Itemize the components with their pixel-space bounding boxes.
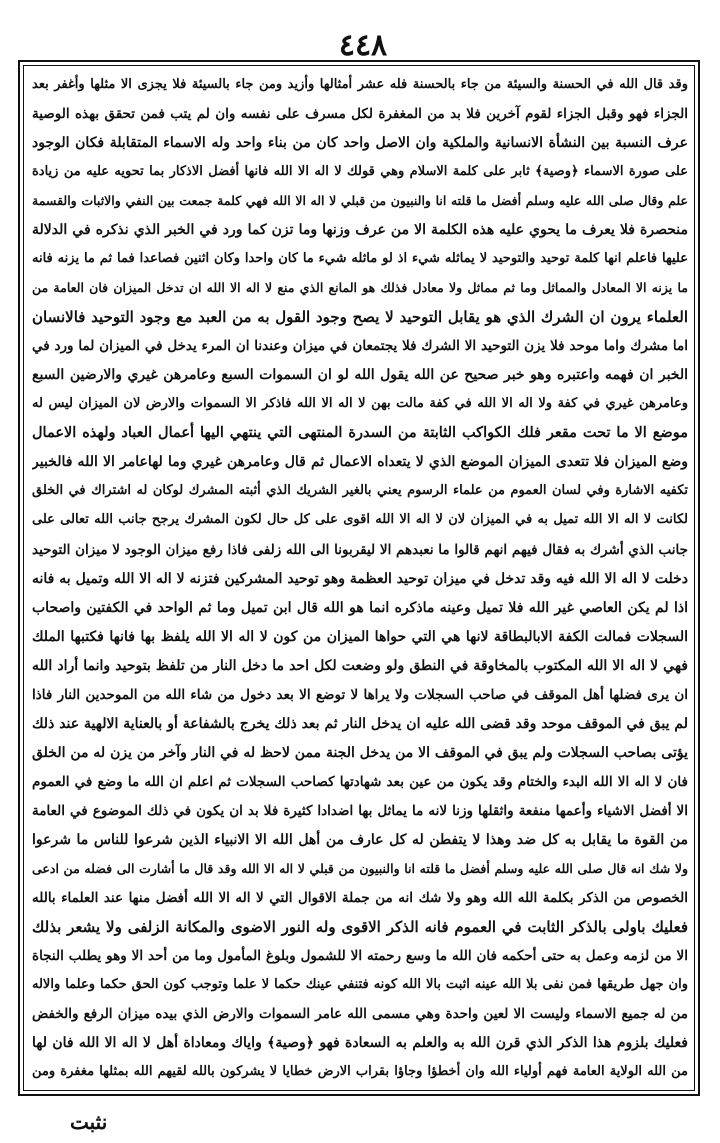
text-line: على صورة الاسماء ﴿وصية﴾ ثابر على كلمة الاسلام وهي قولك لا اله الا الله فانها أفضل الاذكار بما تحويه عليه من زيادة (32, 164, 688, 180)
text-line: الا من لزمه وعمل به حتى أحكمه فان الله ما وسع رحمته الا للشمول وبلوغ المأمول وما من أحد الا وهو يطلب النجاة (32, 947, 688, 964)
text-line: موضع الا ما تحت مقعر فلك الكواكب الثابتة من السدرة المنتهى التي ينتهي اليها أعمال العباد ولهذه الاعمال (32, 424, 688, 442)
text-line: الخبر ان فهمه واعتبره وهو خبر صحيح عن الله يقول الله لو ان السموات السبع وعامرهن غيري والارضين السبع (32, 367, 688, 384)
text-line: يؤتى بصاحب السجلات ولم يبق في الموقف الا من يدخل الجنة ممن لاحظ له في النار وآخر من يزن له من الخلق (32, 744, 688, 761)
text-line: الخصوص من الذكر بكلمة الله الله وهو ولا شك انه من جملة الاقوال التي لا اله الا الله أفضل منها عند العلماء بالله (32, 889, 688, 906)
text-line: فهي لا اله الا الله المكتوب بالمخاوقة في النطق ولو وضعت لكل احد ما دخل النار من تلفظ بتوحيد وانما أراد الله (32, 657, 688, 674)
text-line: وان جهل طريقها فمن نفى بلا الله عينه اثبت بالا الله كونه فتنفي عينك حكما لا علما وتوجب كون الحق حكما وعلما والاله (32, 976, 688, 992)
text-line: الا أفضل الاشياء وأعمها منفعة واثقلها وزنا لانه ما يماثل بها اضدادا كثيرة فلا بد ان يكون في ذلك الموضوع في العامة (32, 802, 688, 819)
text-line: فعليك بلزوم هذا الذكر الذي قرن الله به والعلم به السعادة فهو ﴿وصية﴾ واياك ومعاداة أهل لا اله الا الله فان لها (32, 1035, 688, 1052)
text-line: دخلت لا اله الا الله فيه وقد تدخل في ميزان توحيد العظمة وهو توحيد المشركين فتزنه لا اله الا الله وتميل به فانه (32, 570, 688, 587)
text-line: ولا شك انه قال صلى الله عليه وسلم أفضل ما قلته انا والنبيون من قبلي لا اله الا الله وقد قال ما أشارت الى فضله من ادعى (32, 860, 688, 876)
text-line: اما مشرك واما موحد فلا يزن التوحيد الا الشرك فلا يجتمعان في ميزان وعندنا ان المرء يدخل في الميزان لما ورد في (32, 338, 688, 355)
text-line: جانب الذي أشرك به فقال فيهم انهم قالوا ما نعبدهم الا ليقربونا الى الله زلفى فاذا رفع ميزان الوجود لا ميزان التوحيد (32, 541, 688, 558)
catchword: نثبت (70, 1110, 108, 1134)
text-line: ما يزنه الا المعادل والمماثل وما ثم مماثل ولا معادل فذلك هو المانع الذي منع لا اله الا الله ان تدخل الميزان فان العامة من (32, 280, 688, 296)
text-line: العلماء يرون ان الشرك الذي هو يقابل التوحيد لا يصح وجود القول به من العبد مع وجود التوحيد فالانسان (32, 308, 688, 327)
text-line: اذا لم يكن العاصي غير الله فلا تميل وعينه ماذكره انما هو الله قال ابن تميل وما ثم الواحد في الكفتين واصحاب (32, 599, 688, 616)
text-line: من له جميع الاسماء وليست الا لعين واحدة وهي مسمى الله عامر السموات والارض الذي بيده ميزان الرفع والخفض (32, 1006, 688, 1022)
text-line: ان يرى فضلها أهل الموقف في صاحب السجلات ولا يراها لا توضع الا بعد دخول من شاء الله من الموحدين النار فاذا (32, 686, 688, 703)
text-line: عرف النسبة بين النشأة الانسانية والملكية وان الاصل واحد كان من بناء واحد وله الاسماء المتقابلة فكان الوجود (32, 135, 688, 152)
text-line: من القوة ما يقابل به كل ضد وهذا لا يتفطن له كل عارف من أهل الله الا الانبياء الذين شرعوا للناس ما شرعوا (32, 831, 688, 848)
text-line: وعامرهن غيري في كفة ولا اله الا الله في كفة مالت بهن لا اله الا الله فاذكر الا السموات والارض لان الميزان ليس له (32, 396, 688, 412)
text-line: تكفيه الاشارة وفي لسان العموم من علماء الرسوم يعني بالغير الشريك الذي أثبته المشرك لوكان له اشتراك في الخلق (32, 483, 688, 499)
text-line: لكانت لا اله الا الله تميل به في الميزان لان لا اله الا الله اقوى على كل حال لكون المشرك يرجح جانب الله تعالى على (32, 512, 688, 528)
text-line: وقد قال الله في الحسنة والسيئة من جاء بالحسنة فله عشر أمثالها وأزيد ومن جاء بالسيئة فلا يجزى الا مثلها وأغفر بعد (32, 77, 688, 92)
text-line: لم يبق في الموقف موحد وقد قضى الله عليه ان يدخل النار ثم بعد ذلك يخرج بالشفاعة أو بالعناية الالهية عند ذلك (32, 715, 688, 732)
text-line: علم وقال صلى الله عليه وسلم أفضل ما قلته انا والنبيون من قبلي لا اله الا الله فهي كلمة جمعت بين النفي والاثبات والقسمة (32, 193, 688, 209)
text-line: وضع الميزان فلا تتعدى الميزان الموضع الذي لا يتعداه الاعمال ثم قال وعامرهن غيري وما لهاعامر الا الله فالخبير (32, 454, 688, 471)
text-line: الجزاء فهو وقبل الجزاء لقوم آخرين فلا بد من المغفرة لكل مسرف على نفسه وان لم يتب فمن تحقق بهذه الوصية (32, 106, 688, 123)
text-line: فعليك باولى بالذكر الثابت في العموم فانه الذكر الاقوى وله النور الاضوى والمكانة الزلفى ولا يشعر بذلك (32, 917, 688, 936)
text-line: عليها فاعلم انها كلمة توحيد والتوحيد لا يماثله شيء اذ لو ماثله شيء ما كان واحدا وكان اثنين فصاعدا فما ثم ما يزنه فانه (32, 251, 688, 267)
text-line: منحصرة فلا يعرف ما يحوي عليه هذه الكلمة الا من عرف وزنها وما تزن كما ورد في الخبر الذي نذكره في الدلالة (32, 222, 688, 239)
text-line: من الله الولاية العامة فهم أولياء الله وان أخطؤا وجاؤا بقراب الارض خطايا لا يشركون بالله لقيهم الله بمثلها مغفرة ومن (32, 1064, 688, 1080)
text-line: السجلات فمالت الكفة الابالبطاقة لانها هي التي حواها الميزان من كون لا اله الا الله يلفظ بها فانها فكتبها الملك (32, 628, 688, 645)
text-line: فان لا اله الا الله البدء والختام وقد يكون من عين بعد شهادتها كصاحب السجلات ثم اعلم ان الله ما وضع في العموم (32, 773, 688, 790)
page-number: ٤٤٨ (338, 28, 388, 63)
body-text (32, 70, 688, 1086)
